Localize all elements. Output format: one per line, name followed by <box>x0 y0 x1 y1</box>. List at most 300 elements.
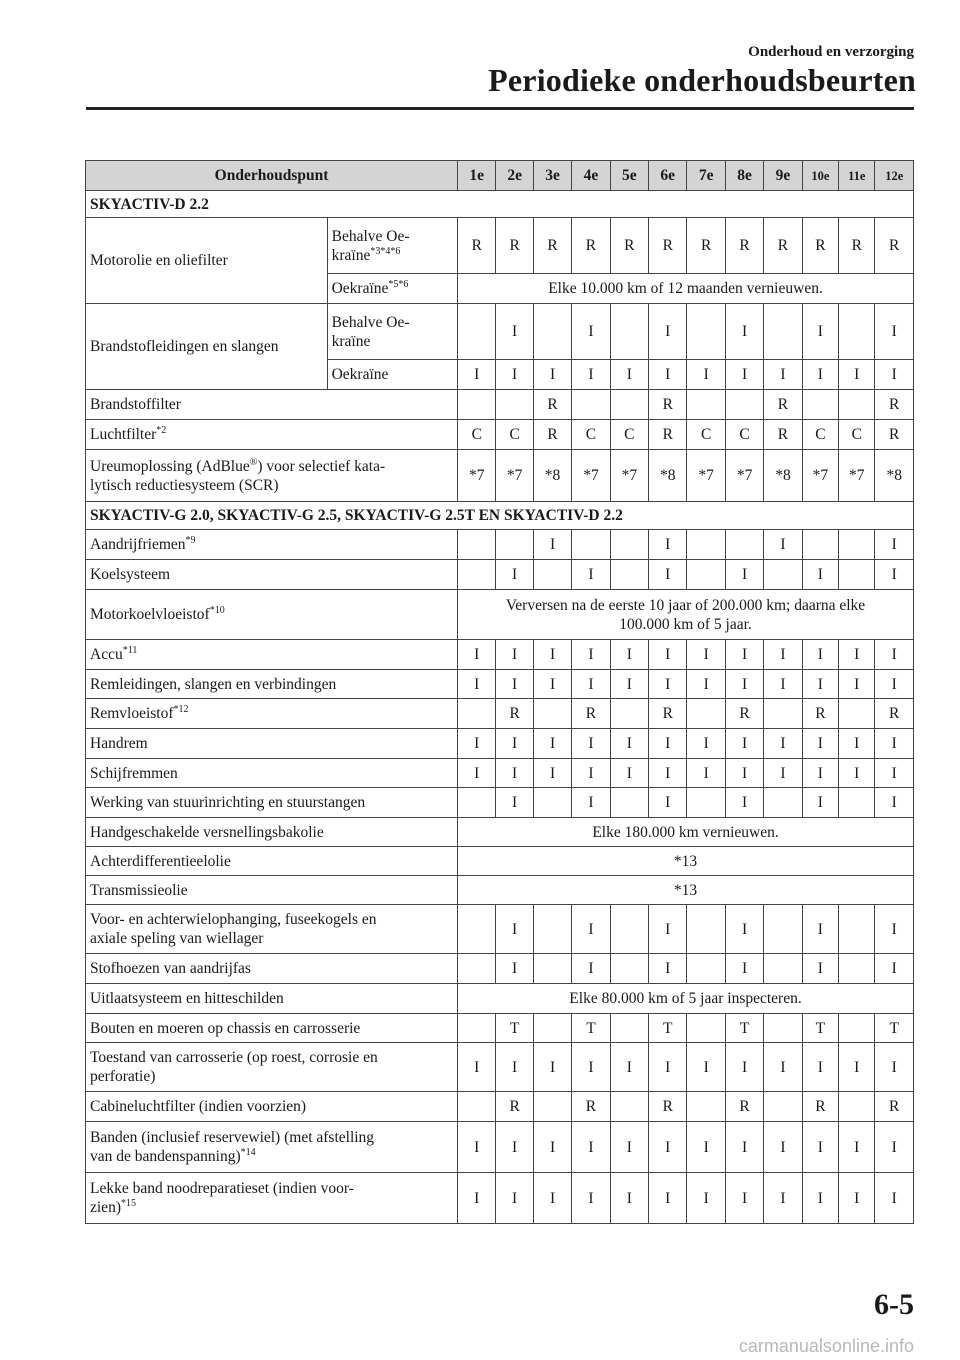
interval-cell: I <box>687 360 725 390</box>
interval-cell: I <box>496 670 533 699</box>
interval-cell <box>687 1092 725 1122</box>
interval-cell <box>725 390 763 420</box>
interval-cell <box>533 560 571 590</box>
interval-cell: I <box>610 759 648 788</box>
interval-cell <box>764 954 802 984</box>
interval-cell <box>839 390 875 420</box>
interval-cell: T <box>725 1014 763 1043</box>
interval-cell: R <box>649 390 687 420</box>
interval-cell: R <box>687 218 725 274</box>
item-label: Stofhoezen van aandrijfas <box>86 954 458 984</box>
table-row <box>86 1092 914 1122</box>
interval-cell: R <box>875 218 914 274</box>
interval-cell: I <box>610 670 648 699</box>
interval-cell <box>839 1014 875 1043</box>
interval-cell: C <box>572 420 610 450</box>
interval-cell: R <box>802 218 838 274</box>
interval-cell: I <box>875 560 914 590</box>
interval-cell: R <box>533 390 571 420</box>
column-header: 3e <box>533 161 571 191</box>
interval-cell: I <box>610 640 648 670</box>
interval-cell: I <box>764 530 802 560</box>
interval-cell: I <box>649 530 687 560</box>
table-row <box>86 218 914 274</box>
item-column-header: Onderhoudspunt <box>86 161 458 191</box>
interval-cell: I <box>533 729 571 759</box>
interval-cell: I <box>533 1122 571 1173</box>
watermark: carmanualsonline.info <box>738 1336 914 1356</box>
table-row <box>86 788 914 818</box>
interval-cell: I <box>496 905 533 954</box>
interval-cell: T <box>496 1014 533 1043</box>
header-rule <box>86 107 914 110</box>
interval-cell <box>764 304 802 360</box>
table-row <box>86 670 914 699</box>
interval-cell: I <box>687 670 725 699</box>
footnote-ref: *13 <box>458 847 914 876</box>
interval-cell: R <box>802 1092 838 1122</box>
interval-cell: R <box>725 1092 763 1122</box>
table-row <box>86 420 914 450</box>
table-row <box>86 390 914 420</box>
interval-cell: R <box>725 699 763 729</box>
interval-cell <box>764 1014 802 1043</box>
interval-cell: I <box>496 954 533 984</box>
interval-cell: I <box>687 1122 725 1173</box>
interval-cell: I <box>610 1043 648 1092</box>
interval-cell: I <box>802 905 838 954</box>
interval-cell: *8 <box>649 450 687 502</box>
interval-cell: C <box>496 420 533 450</box>
interval-cell: I <box>839 1122 875 1173</box>
interval-cell: I <box>649 788 687 818</box>
interval-cell <box>458 788 496 818</box>
item-label: Motorolie en oliefilter <box>86 218 328 304</box>
section-heading: SKYACTIV-G 2.0, SKYACTIV-G 2.5, SKYACTIV-G 2.5T EN SKYACTIV-D 2.2 <box>86 502 914 530</box>
interval-cell: I <box>802 788 838 818</box>
interval-cell: R <box>496 218 533 274</box>
interval-cell <box>458 699 496 729</box>
interval-cell: I <box>725 788 763 818</box>
interval-cell: I <box>875 954 914 984</box>
interval-cell: I <box>572 560 610 590</box>
interval-cell: I <box>649 1043 687 1092</box>
interval-cell: T <box>649 1014 687 1043</box>
interval-cell: *7 <box>458 450 496 502</box>
interval-cell <box>687 560 725 590</box>
interval-cell <box>533 1092 571 1122</box>
interval-cell <box>458 905 496 954</box>
interval-cell: R <box>875 420 914 450</box>
interval-cell <box>687 304 725 360</box>
interval-cell <box>610 1014 648 1043</box>
sub-item-label: Oekraïne$^{*5*6}$ <box>327 274 457 304</box>
interval-cell: I <box>764 1122 802 1173</box>
interval-cell: I <box>649 905 687 954</box>
interval-cell: I <box>533 759 571 788</box>
item-label: Transmissieolie <box>86 876 458 905</box>
table-row <box>86 640 914 670</box>
column-header-label: 11e <box>848 168 866 183</box>
column-header <box>802 161 838 191</box>
interval-cell: R <box>764 420 802 450</box>
interval-cell <box>610 390 648 420</box>
item-label: Ureumoplossing (AdBlue®) voor selectief kata- lytisch reductiesysteem (SCR) <box>86 450 458 502</box>
table-row <box>86 1173 914 1224</box>
interval-cell <box>764 560 802 590</box>
interval-cell: I <box>875 1173 914 1224</box>
interval-cell: I <box>572 640 610 670</box>
interval-cell: I <box>649 954 687 984</box>
interval-cell: I <box>687 1173 725 1224</box>
section-row <box>86 502 914 530</box>
item-label: Banden (inclusief reservewiel) (met afstelling van de bandenspanning)$^{*14}$ <box>86 1122 458 1173</box>
table-row <box>86 699 914 729</box>
interval-cell <box>610 954 648 984</box>
interval-cell <box>610 1092 648 1122</box>
interval-text: Elke 80.000 km of 5 jaar inspecteren. <box>458 984 914 1014</box>
item-label: Aandrijfriemen$^{*9}$ <box>86 530 458 560</box>
interval-cell: I <box>649 640 687 670</box>
interval-cell: I <box>458 1173 496 1224</box>
interval-cell: *8 <box>875 450 914 502</box>
interval-cell: I <box>458 1043 496 1092</box>
interval-cell: R <box>496 1092 533 1122</box>
interval-cell: R <box>649 699 687 729</box>
interval-cell <box>687 699 725 729</box>
interval-cell <box>764 788 802 818</box>
interval-cell: I <box>687 759 725 788</box>
table-row <box>86 729 914 759</box>
interval-cell <box>764 1092 802 1122</box>
interval-cell: R <box>764 218 802 274</box>
interval-cell: I <box>458 729 496 759</box>
interval-cell: *7 <box>496 450 533 502</box>
interval-cell: I <box>458 1122 496 1173</box>
item-label: Achterdifferentieelolie <box>86 847 458 876</box>
item-label: Voor- en achterwielophanging, fuseekogels en axiale speling van wiellager <box>86 905 458 954</box>
interval-cell <box>458 530 496 560</box>
interval-cell <box>533 905 571 954</box>
item-label: Toestand van carrosserie (op roest, corrosie en perforatie) <box>86 1043 458 1092</box>
table-row <box>86 590 914 640</box>
interval-cell: I <box>572 670 610 699</box>
interval-cell: I <box>572 759 610 788</box>
interval-cell <box>764 699 802 729</box>
interval-cell <box>687 905 725 954</box>
interval-cell: *8 <box>533 450 571 502</box>
interval-cell: I <box>875 640 914 670</box>
interval-cell: I <box>610 729 648 759</box>
interval-cell: I <box>610 1122 648 1173</box>
interval-cell: I <box>610 360 648 390</box>
item-label: Lekke band noodreparatieset (indien voor- zien)$^{*15}$ <box>86 1173 458 1224</box>
table-row <box>86 530 914 560</box>
footnote-ref: *13 <box>458 876 914 905</box>
interval-cell <box>839 788 875 818</box>
page-number: 6-5 <box>874 1288 914 1321</box>
table-row <box>86 905 914 954</box>
column-header <box>875 161 914 191</box>
interval-cell <box>610 530 648 560</box>
interval-cell: I <box>802 1043 838 1092</box>
interval-cell: I <box>764 729 802 759</box>
interval-cell <box>458 954 496 984</box>
interval-cell: I <box>572 360 610 390</box>
interval-cell <box>610 699 648 729</box>
interval-cell: I <box>875 530 914 560</box>
interval-cell: I <box>875 1122 914 1173</box>
interval-cell: I <box>875 759 914 788</box>
interval-cell: T <box>802 1014 838 1043</box>
interval-cell <box>725 530 763 560</box>
interval-cell <box>458 1014 496 1043</box>
interval-cell: I <box>839 360 875 390</box>
interval-cell: R <box>839 218 875 274</box>
interval-cell: C <box>839 420 875 450</box>
interval-cell: I <box>533 1043 571 1092</box>
column-header: 5e <box>610 161 648 191</box>
interval-cell <box>839 699 875 729</box>
interval-cell: I <box>802 759 838 788</box>
interval-cell: I <box>875 1043 914 1092</box>
interval-cell: I <box>649 304 687 360</box>
interval-cell <box>572 390 610 420</box>
table-row <box>86 560 914 590</box>
interval-cell: I <box>496 360 533 390</box>
interval-cell: I <box>839 1043 875 1092</box>
interval-cell: I <box>725 360 763 390</box>
interval-cell: I <box>725 560 763 590</box>
sub-item-label: Behalve Oe- kraïne <box>327 304 457 360</box>
item-label: Brandstofleidingen en slangen <box>86 304 328 390</box>
interval-cell: R <box>649 1092 687 1122</box>
interval-cell: I <box>725 905 763 954</box>
maintenance-table <box>85 160 914 1224</box>
interval-text: Elke 10.000 km of 12 maanden vernieuwen. <box>458 274 914 304</box>
column-header: 9e <box>764 161 802 191</box>
column-header: 8e <box>725 161 763 191</box>
interval-cell: R <box>649 218 687 274</box>
interval-cell: I <box>839 640 875 670</box>
table-row <box>86 450 914 502</box>
item-label: Werking van stuurinrichting en stuurstangen <box>86 788 458 818</box>
interval-cell <box>839 954 875 984</box>
interval-cell: I <box>572 729 610 759</box>
interval-cell: *8 <box>764 450 802 502</box>
interval-cell: I <box>725 1043 763 1092</box>
interval-cell: R <box>496 699 533 729</box>
interval-cell: I <box>802 954 838 984</box>
interval-cell: I <box>839 759 875 788</box>
interval-cell: I <box>839 670 875 699</box>
interval-cell: R <box>725 218 763 274</box>
item-label: Koelsysteem <box>86 560 458 590</box>
interval-cell: I <box>496 1173 533 1224</box>
interval-cell <box>458 1092 496 1122</box>
interval-cell <box>533 699 571 729</box>
interval-cell: T <box>875 1014 914 1043</box>
interval-cell <box>839 905 875 954</box>
interval-cell: I <box>533 640 571 670</box>
interval-cell: I <box>496 729 533 759</box>
interval-cell: C <box>802 420 838 450</box>
interval-cell: I <box>572 954 610 984</box>
interval-cell: R <box>875 699 914 729</box>
interval-cell: I <box>649 560 687 590</box>
interval-cell: I <box>725 304 763 360</box>
interval-cell: I <box>496 640 533 670</box>
item-label: Luchtfilter$^{*2}$ <box>86 420 458 450</box>
interval-cell: C <box>458 420 496 450</box>
interval-cell <box>802 530 838 560</box>
interval-cell: I <box>764 759 802 788</box>
table-row <box>86 1043 914 1092</box>
interval-cell: I <box>802 1173 838 1224</box>
interval-cell <box>687 954 725 984</box>
section-heading: SKYACTIV-D 2.2 <box>86 191 914 218</box>
interval-cell: R <box>875 1092 914 1122</box>
table-row <box>86 304 914 360</box>
interval-cell: C <box>610 420 648 450</box>
interval-cell: I <box>496 1122 533 1173</box>
interval-cell: I <box>764 1173 802 1224</box>
interval-cell: I <box>649 759 687 788</box>
interval-cell: I <box>610 1173 648 1224</box>
table-row <box>86 876 914 905</box>
interval-cell: R <box>764 390 802 420</box>
interval-text: Elke 180.000 km vernieuwen. <box>458 818 914 847</box>
item-label: Remvloeistof$^{*12}$ <box>86 699 458 729</box>
table-row <box>86 818 914 847</box>
item-label: Accu$^{*11}$ <box>86 640 458 670</box>
interval-cell <box>839 530 875 560</box>
interval-cell: I <box>649 729 687 759</box>
interval-cell: I <box>687 640 725 670</box>
interval-cell: I <box>802 1122 838 1173</box>
interval-cell: I <box>649 1173 687 1224</box>
table-header-row <box>86 161 914 191</box>
interval-cell <box>839 304 875 360</box>
column-header-label: 10e <box>811 168 830 183</box>
column-header: 6e <box>649 161 687 191</box>
interval-cell: I <box>725 670 763 699</box>
interval-cell: I <box>725 954 763 984</box>
interval-cell: R <box>572 218 610 274</box>
item-label: Handrem <box>86 729 458 759</box>
interval-text: Verversen na de eerste 10 jaar of 200.000 km; daarna elke 100.000 km of 5 jaar. <box>458 590 914 640</box>
interval-cell: I <box>802 670 838 699</box>
interval-cell: I <box>458 640 496 670</box>
interval-cell: I <box>649 670 687 699</box>
interval-cell: I <box>533 1173 571 1224</box>
interval-cell <box>839 1092 875 1122</box>
interval-cell <box>610 905 648 954</box>
interval-cell <box>839 560 875 590</box>
sub-item-label: Behalve Oe- kraïne$^{*3*4*6}$ <box>327 218 457 274</box>
item-label: Remleidingen, slangen en verbindingen <box>86 670 458 699</box>
interval-cell: R <box>875 390 914 420</box>
interval-cell: I <box>533 360 571 390</box>
interval-cell: I <box>725 1173 763 1224</box>
interval-cell <box>496 390 533 420</box>
interval-cell: R <box>533 420 571 450</box>
interval-cell <box>496 530 533 560</box>
section-row <box>86 191 914 218</box>
table-row <box>86 984 914 1014</box>
interval-cell: *7 <box>725 450 763 502</box>
interval-cell: R <box>572 1092 610 1122</box>
interval-cell: I <box>802 729 838 759</box>
item-label: Bouten en moeren op chassis en carrosserie <box>86 1014 458 1043</box>
table-row <box>86 1122 914 1173</box>
interval-cell <box>572 530 610 560</box>
interval-cell <box>610 304 648 360</box>
interval-cell: I <box>649 360 687 390</box>
interval-cell <box>458 390 496 420</box>
interval-cell <box>610 560 648 590</box>
column-header <box>839 161 875 191</box>
interval-cell: R <box>572 699 610 729</box>
interval-cell: I <box>572 905 610 954</box>
interval-cell: I <box>533 530 571 560</box>
section-title: Onderhoud en verzorging <box>748 44 914 60</box>
sub-item-label: Oekraïne <box>327 360 457 390</box>
interval-cell: *7 <box>572 450 610 502</box>
page-title: Periodieke onderhoudsbeurten <box>488 62 916 98</box>
interval-cell: I <box>764 360 802 390</box>
item-label: Schijfremmen <box>86 759 458 788</box>
interval-cell: I <box>764 670 802 699</box>
interval-cell: I <box>687 729 725 759</box>
column-header: 2e <box>496 161 533 191</box>
interval-cell: I <box>875 905 914 954</box>
interval-cell <box>458 560 496 590</box>
interval-cell: I <box>496 759 533 788</box>
interval-cell: R <box>533 218 571 274</box>
interval-cell: I <box>496 304 533 360</box>
interval-cell: I <box>687 1043 725 1092</box>
interval-cell: I <box>875 670 914 699</box>
interval-cell <box>533 954 571 984</box>
column-header-label: 12e <box>885 168 904 183</box>
interval-cell: I <box>496 788 533 818</box>
interval-cell: I <box>572 304 610 360</box>
interval-cell <box>610 788 648 818</box>
interval-cell <box>687 1014 725 1043</box>
column-header: 1e <box>458 161 496 191</box>
table-row <box>86 954 914 984</box>
interval-cell: R <box>610 218 648 274</box>
column-header: 7e <box>687 161 725 191</box>
item-label: Brandstoffilter <box>86 390 458 420</box>
interval-cell <box>687 530 725 560</box>
interval-cell: I <box>839 729 875 759</box>
item-label: Cabineluchtfilter (indien voorzien) <box>86 1092 458 1122</box>
item-label: Motorkoelvloeistof$^{*10}$ <box>86 590 458 640</box>
item-label: Uitlaatsysteem en hitteschilden <box>86 984 458 1014</box>
interval-cell: I <box>875 360 914 390</box>
interval-cell <box>533 1014 571 1043</box>
interval-cell: R <box>802 699 838 729</box>
interval-cell: T <box>572 1014 610 1043</box>
interval-cell: I <box>875 729 914 759</box>
interval-cell <box>764 905 802 954</box>
interval-cell: *7 <box>839 450 875 502</box>
interval-cell: I <box>725 729 763 759</box>
interval-cell: *7 <box>610 450 648 502</box>
interval-cell: I <box>725 1122 763 1173</box>
